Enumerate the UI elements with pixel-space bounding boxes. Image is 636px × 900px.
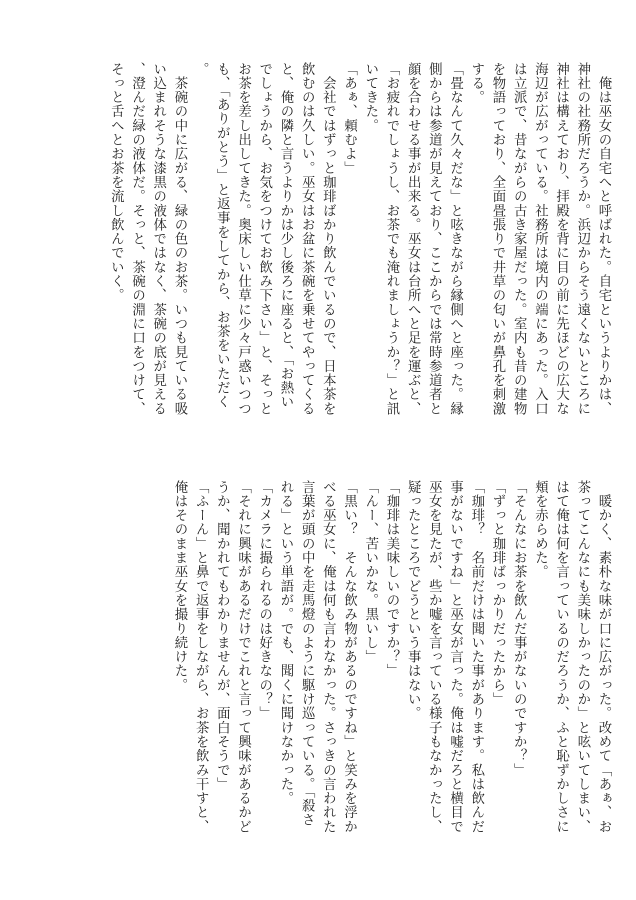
paragraph: 「ふーん」と鼻で返事をしながら、お茶を飲み干すと、俺はそのまま巫女を撮り続けた。 bbox=[171, 480, 209, 834]
paragraph: 会社ではずっと珈琲ばかり飲んでいるので、日本茶を飲むのは久しい。巫女はお盆に茶碗を乗せてやってくると、俺の隣と言うよりかは少し後ろに座ると、「お熱いでしょうから、お気をつけてお飲み下さい」と、そっとお茶を差し出してきた。奥床しい仕草に少々戸惑いつつも、「ありがとう」と返事をしてから、お茶をいただく。 bbox=[193, 62, 336, 416]
paragraph: 「そんなにお茶を飲んだ事がないのですか？」 bbox=[511, 480, 527, 778]
paragraph: 「んー、苦いかな。黒いし」 bbox=[362, 480, 378, 664]
upper-text-block bbox=[52, 62, 614, 416]
paragraph: 「あぁ、頼むよ」 bbox=[341, 62, 357, 176]
paragraph: 「畳なんて久々だな」と呟きながら縁側へと座った。縁側からは参道が見えており、ここからでは常時参道者と顔を合わせる事が出来る。巫女は台所へと足を運ぶと、「お疲れでしょうし、お茶でも淹れましょうか？」と訊いてきた。 bbox=[362, 62, 463, 416]
paragraph: 「カメラに撮られるのは好きなの？」 bbox=[256, 480, 272, 721]
lower-text-block bbox=[52, 480, 614, 834]
paragraph: 「珈琲は美味しいのですか？」 bbox=[383, 480, 399, 679]
paragraph: 俺は巫女の自宅へと呼ばれた。自宅というよりかは、神社の社務所だろうか。浜辺からそう遠くないところに神社は構えており、拝殿を背に目の前に先ほどの広大な海辺が広がっている。社務所は境内の端にあった。入口は立派で、昔ながらの古き家屋だった。室内も昔の建物を物語っており、全面畳張りで井草の匂いが鼻孔を刺激する。 bbox=[468, 62, 611, 416]
paragraph: 「それに興味があるだけでこれと言って興味があるかどうか、聞かれてもわかりませんが、面白そうで」 bbox=[214, 480, 251, 834]
paragraph: 「黒い？ そんな飲み物があるのですね」と笑みを浮かべる巫女に、俺は何も言わなかった。さっきの言われた言葉が頭の中を走馬燈のように駆け巡っている。「殺される」という単語が。でも、聞くに聞けなかった。 bbox=[277, 480, 357, 834]
paragraph: 「ずっと珈琲ばっかりだったから」 bbox=[489, 480, 505, 707]
paragraph: 暖かく、素朴な味が口に広がった。改めて「あぁ、お茶ってこんなにも美味しかったのか」と呟いてしまい、はて俺は何を言っているのだろうか、ふと恥ずかしさに頬を赤らめた。 bbox=[532, 480, 611, 834]
paragraph: 「珈琲？ 名前だけは聞いた事があります。私は飲んだ事がないですね」と巫女が言った。俺は嘘だろと横目で巫女を見たが、些か嘘を言っている様子もなかったし、疑ったところでどうという事はない。 bbox=[405, 480, 484, 834]
paragraph: 茶碗の中に広がる、緑の色のお茶。いつも見ている吸い込まれそうな漆黒の液体ではなく、茶碗の底が見える、澄んだ緑の液体だ。そっと、茶碗の淵に口をつけて、そっと舌へとお茶を流し飲んでいく。 bbox=[108, 62, 187, 416]
